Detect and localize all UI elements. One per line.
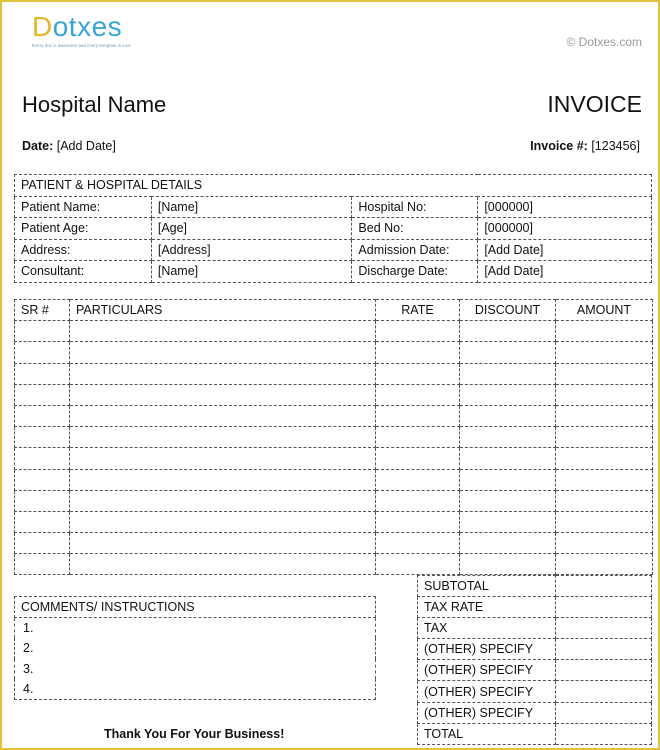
totals-value-cell [555, 723, 651, 744]
totals-table [417, 575, 652, 745]
item-cell [460, 511, 556, 532]
details-label: Admission Date: [352, 239, 478, 261]
item-cell [460, 405, 556, 426]
item-cell [556, 321, 653, 342]
details-label: Patient Name: [15, 196, 152, 218]
item-cell [376, 490, 460, 511]
totals-label: (OTHER) SPECIFY [418, 702, 556, 723]
item-cell [376, 384, 460, 405]
item-cell [15, 384, 70, 405]
item-cell [15, 490, 70, 511]
totals-label: SUBTOTAL [418, 576, 556, 597]
table-row [15, 490, 653, 511]
totals-label: (OTHER) SPECIFY [418, 681, 556, 702]
invoice-number-label: Invoice #: [530, 139, 588, 153]
comments-heading-row [15, 597, 376, 618]
thank-you-message: Thank You For Your Business! [104, 727, 285, 741]
item-cell [460, 554, 556, 575]
item-cell [70, 427, 376, 448]
totals-value-cell [555, 597, 651, 618]
line-items-table [14, 299, 653, 575]
table-row [15, 469, 653, 490]
item-cell [556, 384, 653, 405]
item-cell [70, 490, 376, 511]
details-value: [Age] [151, 218, 352, 240]
item-cell [70, 384, 376, 405]
copyright-text: © Dotxes.com [566, 35, 642, 49]
item-cell [15, 427, 70, 448]
totals-value-cell [555, 702, 651, 723]
comments-heading: COMMENTS/ INSTRUCTIONS [15, 597, 376, 618]
table-row [15, 511, 653, 532]
item-cell [376, 342, 460, 363]
table-row [15, 384, 653, 405]
logo-letters: otxes [52, 11, 123, 42]
totals-row [418, 618, 652, 639]
item-cell [376, 511, 460, 532]
item-cell [15, 448, 70, 469]
totals-label: (OTHER) SPECIFY [418, 639, 556, 660]
details-label: Consultant: [15, 261, 152, 283]
item-cell [376, 554, 460, 575]
item-cell [70, 321, 376, 342]
totals-label: TOTAL [418, 723, 556, 744]
hospital-name-title: Hospital Name [22, 92, 167, 117]
item-cell [460, 490, 556, 511]
item-cell [70, 533, 376, 554]
details-heading: PATIENT & HOSPITAL DETAILS [15, 175, 652, 197]
item-cell [556, 511, 653, 532]
table-row [15, 321, 653, 342]
comments-table [14, 596, 376, 700]
invoice-title: INVOICE [547, 91, 642, 117]
item-cell [15, 321, 70, 342]
item-cell [556, 363, 653, 384]
col-header-amount: AMOUNT [556, 300, 653, 321]
item-cell [376, 533, 460, 554]
totals-row [418, 723, 652, 744]
item-cell [15, 469, 70, 490]
item-cell [460, 321, 556, 342]
totals-value-cell [555, 576, 651, 597]
totals-row [418, 576, 652, 597]
totals-row [418, 660, 652, 681]
item-cell [70, 554, 376, 575]
item-cell [15, 554, 70, 575]
date-label: Date: [22, 139, 54, 153]
details-row [15, 196, 652, 218]
item-cell [460, 384, 556, 405]
details-row [15, 261, 652, 283]
totals-label: (OTHER) SPECIFY [418, 660, 556, 681]
col-header-rate: RATE [376, 300, 460, 321]
item-cell [70, 511, 376, 532]
item-cell [460, 469, 556, 490]
totals-value-cell [555, 618, 651, 639]
table-row [15, 448, 653, 469]
details-row [15, 218, 652, 240]
invoice-number-line [530, 139, 640, 153]
details-value: [Address] [151, 239, 352, 261]
totals-row [418, 639, 652, 660]
table-row [15, 363, 653, 384]
totals-row [418, 702, 652, 723]
totals-value-cell [555, 660, 651, 681]
item-cell [556, 469, 653, 490]
col-header-discount: DISCOUNT [460, 300, 556, 321]
details-value: [000000] [478, 196, 652, 218]
item-cell [70, 469, 376, 490]
item-cell [70, 448, 376, 469]
item-cell [460, 342, 556, 363]
totals-label: TAX RATE [418, 597, 556, 618]
item-cell [376, 363, 460, 384]
comment-line-number: 1. [15, 618, 376, 639]
comment-line [15, 679, 376, 700]
comment-line-number: 3. [15, 659, 376, 679]
details-label: Hospital No: [352, 196, 478, 218]
dotxes-logo [32, 12, 131, 48]
item-cell [15, 533, 70, 554]
totals-row [418, 597, 652, 618]
totals-value-cell [555, 639, 651, 660]
table-row [15, 342, 653, 363]
details-label: Patient Age: [15, 218, 152, 240]
logo-letter-d: D [32, 11, 53, 42]
details-value: [Add Date] [478, 239, 652, 261]
item-cell [460, 363, 556, 384]
item-cell [376, 448, 460, 469]
item-cell [15, 342, 70, 363]
item-cell [376, 427, 460, 448]
item-cell [376, 405, 460, 426]
item-cell [376, 469, 460, 490]
details-label: Discharge Date: [352, 261, 478, 283]
item-cell [556, 342, 653, 363]
table-row [15, 427, 653, 448]
details-value: [000000] [478, 218, 652, 240]
item-cell [70, 405, 376, 426]
col-header-sr: SR # [15, 300, 70, 321]
comment-line [15, 618, 376, 639]
details-value: [Name] [151, 261, 352, 283]
item-cell [376, 321, 460, 342]
details-label: Bed No: [352, 218, 478, 240]
item-cell [15, 405, 70, 426]
item-cell [15, 511, 70, 532]
item-cell [70, 363, 376, 384]
col-header-particulars: PARTICULARS [70, 300, 376, 321]
details-value: [Name] [151, 196, 352, 218]
details-value: [Add Date] [478, 261, 652, 283]
item-cell [556, 490, 653, 511]
item-cell [460, 448, 556, 469]
items-header-row [15, 300, 653, 321]
logo-tagline: Every doc is awesome and every template is cool [32, 43, 131, 48]
date-value: [Add Date] [56, 139, 116, 153]
item-cell [556, 533, 653, 554]
invoice-number-value: [123456] [591, 139, 640, 153]
item-cell [556, 427, 653, 448]
comment-line-number: 4. [15, 679, 376, 700]
comment-line [15, 638, 376, 658]
details-label: Address: [15, 239, 152, 261]
details-heading-row [15, 175, 652, 197]
comment-line [15, 659, 376, 679]
table-row [15, 533, 653, 554]
item-cell [460, 427, 556, 448]
date-line [22, 139, 116, 153]
table-row [15, 405, 653, 426]
totals-value-cell [555, 681, 651, 702]
item-cell [70, 342, 376, 363]
patient-hospital-details-table [14, 174, 652, 283]
item-cell [556, 405, 653, 426]
details-row [15, 239, 652, 261]
totals-row [418, 681, 652, 702]
item-cell [15, 363, 70, 384]
item-cell [556, 448, 653, 469]
table-row [15, 554, 653, 575]
totals-label: TAX [418, 618, 556, 639]
logo-wordmark [32, 12, 131, 42]
item-cell [460, 533, 556, 554]
comment-line-number: 2. [15, 638, 376, 658]
item-cell [556, 554, 653, 575]
